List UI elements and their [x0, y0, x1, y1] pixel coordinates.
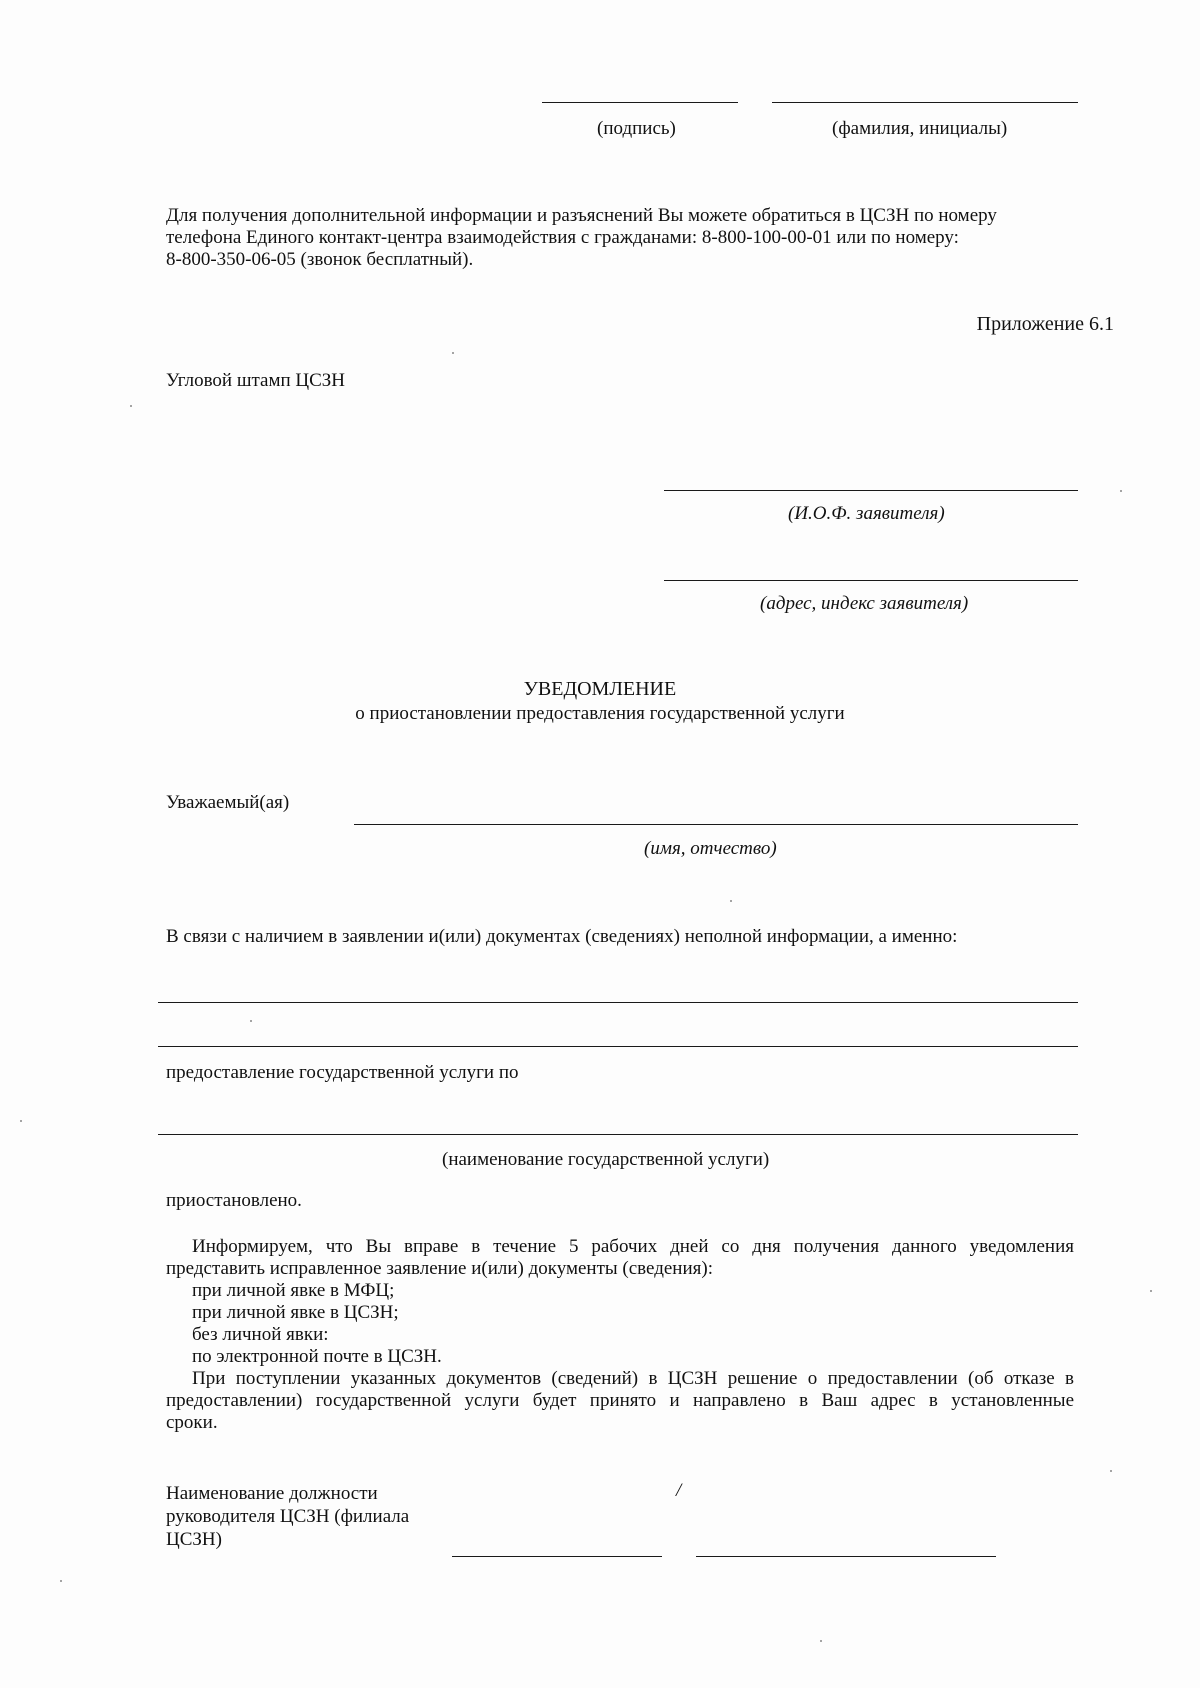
option-2: при личной явке в ЦСЗН;: [192, 1302, 399, 1323]
info-line-2: телефона Единого контакт-центра взаимодействия с гражданами: 8-800-100-00-01 или по номеру:: [166, 227, 959, 248]
footer-signature-line: [452, 1556, 662, 1557]
scan-speck: [1110, 1470, 1112, 1472]
scan-speck: [1120, 490, 1122, 492]
scan-speck: [820, 1640, 822, 1642]
position-line-3: ЦСЗН): [166, 1529, 222, 1550]
service-name-line: [158, 1134, 1078, 1135]
notice-subtitle: о приостановлении предоставления государственной услуги: [355, 703, 845, 724]
inform-line-1: Информируем, что Вы вправе в течение 5 рабочих дней со дня получения данного уведомления: [192, 1236, 1074, 1257]
info-line-1: Для получения дополнительной информации и разъяснений Вы можете обратиться в ЦСЗН по номеру: [166, 205, 997, 226]
name-caption: (фамилия, инициалы): [832, 118, 1008, 139]
greeting-name-line: [354, 824, 1078, 825]
signature-line: [542, 102, 738, 103]
scan-speck: [20, 1120, 22, 1122]
signature-caption: (подпись): [597, 118, 676, 139]
info-line-3: 8-800-350-06-05 (звонок бесплатный).: [166, 249, 474, 270]
scan-speck: [1150, 1290, 1152, 1292]
info-paragraph: [166, 205, 1066, 271]
inform-line-2: представить исправленное заявление и(или) документы (сведения):: [166, 1258, 713, 1279]
scan-speck: [452, 352, 454, 354]
notice-title: УВЕДОМЛЕНИЕ: [523, 678, 677, 700]
reason-text: В связи с наличием в заявлении и(или) документах (сведениях) неполной информации, а именно:: [166, 926, 958, 947]
service-intro: предоставление государственной услуги по: [166, 1062, 519, 1083]
suspended-text: приостановлено.: [166, 1190, 302, 1211]
option-1: при личной явке в МФЦ;: [192, 1280, 395, 1301]
scan-speck: [60, 1580, 62, 1582]
applicant-name-caption: (И.О.Ф. заявителя): [788, 503, 945, 524]
scan-speck: [250, 1020, 252, 1022]
footer-name-line: [696, 1556, 996, 1557]
appendix-label: Приложение 6.1: [976, 313, 1114, 335]
scan-speck: [730, 900, 732, 902]
greeting-label: Уважаемый(ая): [166, 792, 290, 813]
position-block: [166, 1482, 466, 1551]
final-line-3: сроки.: [166, 1412, 218, 1433]
applicant-address-caption: (адрес, индекс заявителя): [760, 593, 969, 614]
option-3: без личной явки:: [192, 1324, 329, 1345]
applicant-name-line: [664, 490, 1078, 491]
scan-speck: [130, 405, 132, 407]
applicant-address-line: [664, 580, 1078, 581]
inform-paragraph: [166, 1236, 1074, 1434]
service-name-caption: (наименование государственной услуги): [442, 1149, 770, 1170]
reason-line-1: [158, 1002, 1078, 1003]
position-line-1: Наименование должности: [166, 1483, 378, 1504]
reason-line-2: [158, 1046, 1078, 1047]
option-4: по электронной почте в ЦСЗН.: [192, 1346, 442, 1367]
stamp-label: Угловой штамп ЦСЗН: [166, 370, 346, 391]
greeting-name-caption: (имя, отчество): [644, 838, 777, 859]
footer-slash: /: [676, 1480, 682, 1501]
name-line: [772, 102, 1078, 103]
position-line-2: руководителя ЦСЗН (филиала: [166, 1506, 410, 1527]
final-line-2: предоставлении) государственной услуги будет принято и направлено в Ваш адрес в установленные: [166, 1390, 1074, 1411]
final-line-1: При поступлении указанных документов (сведений) в ЦСЗН решение о предоставлении (об отказе в: [192, 1368, 1074, 1389]
